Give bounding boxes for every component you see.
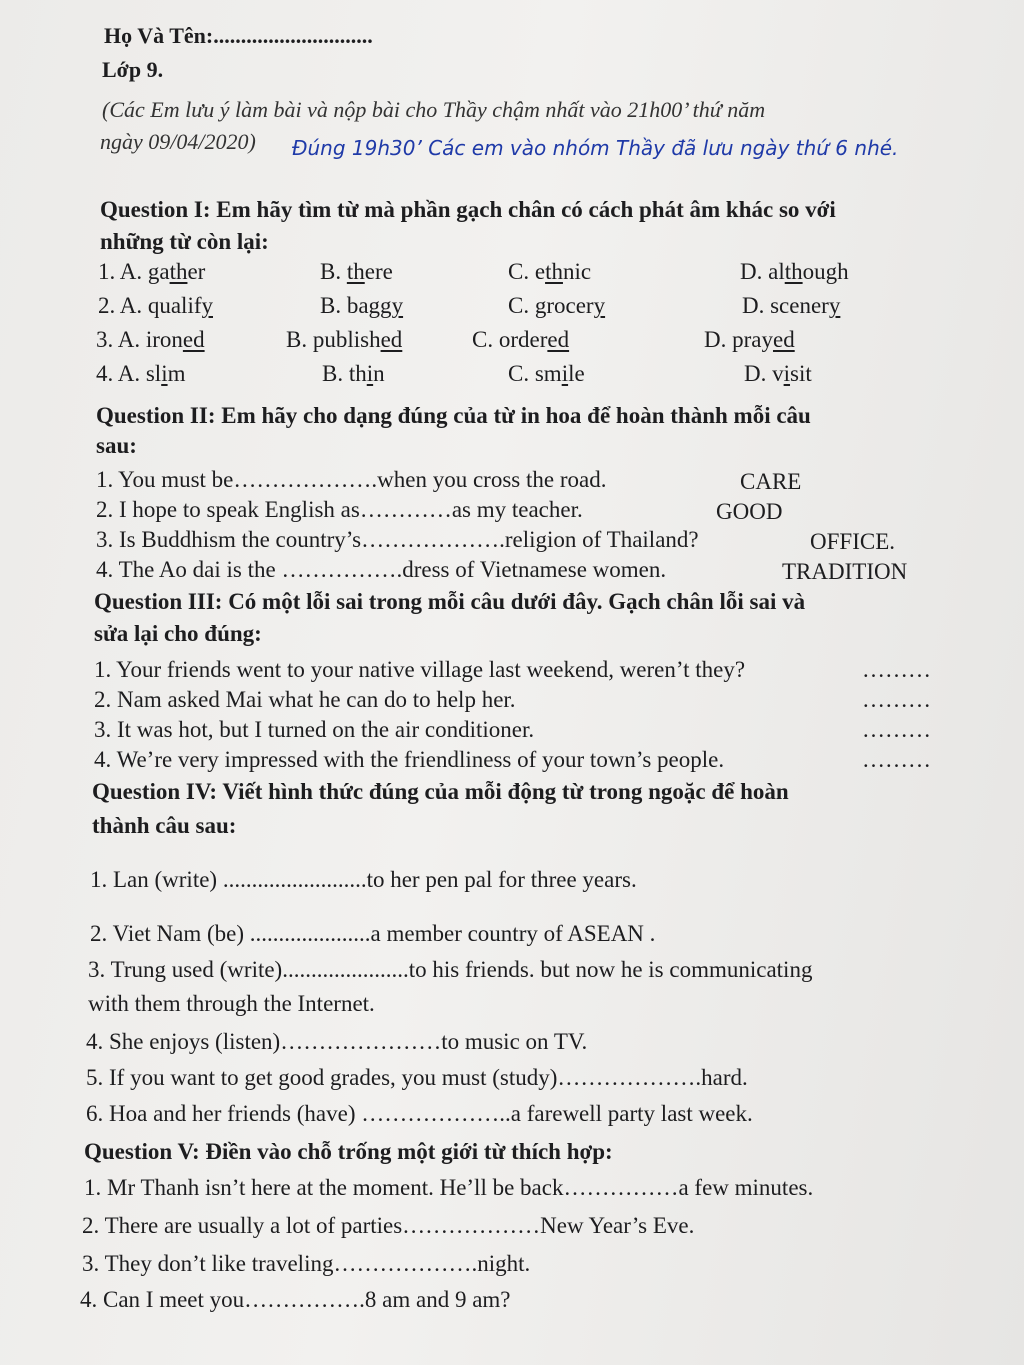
underlined-part: i (161, 361, 168, 386)
underlined-part: i (366, 361, 374, 386)
underlined-part: th (346, 259, 365, 284)
name-field-label: Họ Và Tên:............................. (104, 23, 373, 48)
q1-option (704, 326, 795, 354)
q2-item-text: 2. I hope to speak English as…………as my teacher. (96, 497, 583, 522)
option-text: C. grocer (508, 293, 594, 318)
q5-item-2: 2. There are usually a lot of parties………………New Year’s Eve. (82, 1213, 695, 1238)
q4-item-3: 3. Trung used (write)......................to his friends. but now he is communicating (88, 957, 813, 982)
q3-item-1: 1. Your friends went to your native village last weekend, weren’t they? (94, 657, 746, 682)
underlined-part: y (828, 293, 841, 318)
option-text: 1. A. ga (98, 259, 170, 284)
q2-title-line-2: sau: (96, 433, 137, 458)
q3-item-2-blank: ……… (862, 687, 931, 712)
underlined-part: y (391, 293, 404, 318)
q4-item-4: 4. She enjoys (listen)…………………to music on TV. (86, 1029, 588, 1054)
q1-option (98, 258, 205, 286)
q1-title-line-2: những từ còn lại: (100, 229, 269, 254)
q2-item-text: 3. Is Buddhism the country’s……………….religion of Thailand? (96, 527, 699, 552)
q5-title: Question V: Điền vào chỗ trống một giới từ thích hợp: (84, 1139, 613, 1164)
option-text: C. sm (508, 361, 562, 386)
option-text: B. bagg (320, 293, 392, 318)
q1-option (508, 360, 585, 388)
q1-option (472, 326, 569, 354)
option-text: B. publish (286, 327, 381, 352)
option-text: sit (790, 361, 812, 386)
q2-item-4 (96, 556, 666, 584)
option-text: le (568, 361, 585, 386)
option-text: D. scener (742, 293, 829, 318)
q1-option (742, 292, 840, 320)
instruction-line-2: ngày 09/04/2020) (100, 129, 256, 154)
q1-option (508, 292, 605, 320)
option-text: B. th (322, 361, 367, 386)
q3-item-4: 4. We’re very impressed with the friendliness of your town’s people. (94, 747, 725, 772)
handwritten-note: Đúng 19h30’ Các em vào nhóm Thầy đã lưu ngày thứ 6 nhé. (292, 136, 899, 160)
underlined-part: ed (182, 327, 205, 352)
q2-item-1 (96, 466, 606, 494)
underlined-part: th (169, 259, 188, 284)
q4-title-line-2: thành câu sau: (92, 813, 237, 838)
q1-option (744, 360, 812, 388)
option-text: 4. A. sl (96, 361, 162, 386)
q3-item-4-blank: ……… (862, 747, 931, 772)
underlined-part: ed (547, 327, 570, 352)
option-text: C. order (472, 327, 548, 352)
underlined-part: ed (772, 327, 795, 352)
underlined-part: y (201, 293, 213, 318)
q5-item-4: 4. Can I meet you…………….8 am and 9 am? (80, 1287, 511, 1312)
q2-title-line-1: Question II: Em hãy cho dạng đúng của từ in hoa để hoàn thành mỗi câu (96, 403, 811, 428)
underlined-part: y (593, 293, 606, 318)
q1-option (740, 258, 849, 286)
q1-option (320, 258, 393, 286)
q4-item-3-cont: with them through the Internet. (88, 991, 375, 1016)
q3-title-line-2: sửa lại cho đúng: (94, 621, 262, 646)
q4-item-5: 5. If you want to get good grades, you must (study)……………….hard. (86, 1065, 748, 1090)
q4-item-2: 2. Viet Nam (be) .....................a member country of ASEAN . (90, 921, 656, 946)
q2-item-1-word: CARE (740, 469, 802, 494)
underlined-part: i (561, 361, 569, 386)
underlined-part: i (783, 361, 791, 386)
option-text: ough (802, 259, 849, 284)
q1-option (320, 292, 403, 320)
q3-item-1-blank: ……… (862, 657, 931, 682)
q1-option (96, 326, 205, 354)
q3-title-line-1: Question III: Có một lỗi sai trong mỗi câu dưới đây. Gạch chân lỗi sai và (94, 589, 806, 614)
q2-item-3-word: OFFICE. (810, 529, 895, 554)
option-text: m (167, 361, 186, 386)
q2-item-2-word: GOOD (716, 499, 783, 524)
option-text: B. (320, 259, 347, 284)
q1-option (322, 360, 385, 388)
q4-item-6: 6. Hoa and her friends (have) ………………..a farewell party last week. (86, 1101, 753, 1126)
underlined-part: th (545, 259, 563, 284)
option-text: 2. A. qualif (98, 293, 202, 318)
option-text: 3. A. iron (96, 327, 183, 352)
option-text: er (187, 259, 206, 284)
q1-option (96, 360, 185, 388)
q5-item-3: 3. They don’t like traveling……………….night. (82, 1251, 531, 1276)
option-text: ere (364, 259, 393, 284)
option-text: C. e (508, 259, 546, 284)
option-text: D. al (740, 259, 785, 284)
q1-option (98, 292, 213, 320)
q3-item-3-blank: ……… (862, 717, 931, 742)
q5-item-1: 1. Mr Thanh isn’t here at the moment. He’ll be back……………a few minutes. (84, 1175, 814, 1200)
q2-item-text: 4. The Ao dai is the …………….dress of Vietnamese women. (96, 557, 667, 582)
option-text: D. pray (704, 327, 773, 352)
instruction-line-1: (Các Em lưu ý làm bài và nộp bài cho Thầy chậm nhất vào 21h00’ thứ năm (102, 97, 766, 122)
q2-item-2 (96, 496, 583, 524)
q1-option (286, 326, 402, 354)
q2-item-text: 1. You must be……………….when you cross the road. (96, 467, 607, 492)
q4-title-line-1: Question IV: Viết hình thức đúng của mỗi động từ trong ngoặc để hoàn (92, 779, 789, 804)
q1-option (508, 258, 591, 286)
underlined-part: th (784, 259, 803, 284)
option-text: n (373, 361, 385, 386)
option-text: nic (562, 259, 592, 284)
q3-item-3: 3. It was hot, but I turned on the air conditioner. (94, 717, 535, 742)
q2-item-4-word: TRADITION (782, 559, 908, 584)
q4-item-1: 1. Lan (write) .........................to her pen pal for three years. (90, 867, 637, 892)
option-text: D. v (744, 361, 784, 386)
underlined-part: ed (380, 327, 403, 352)
q2-item-3 (96, 526, 699, 554)
q3-item-2: 2. Nam asked Mai what he can do to help her. (94, 687, 516, 712)
q1-title-line-1: Question I: Em hãy tìm từ mà phần gạch chân có cách phát âm khác so với (100, 197, 836, 222)
class-label: Lớp 9. (102, 57, 164, 82)
